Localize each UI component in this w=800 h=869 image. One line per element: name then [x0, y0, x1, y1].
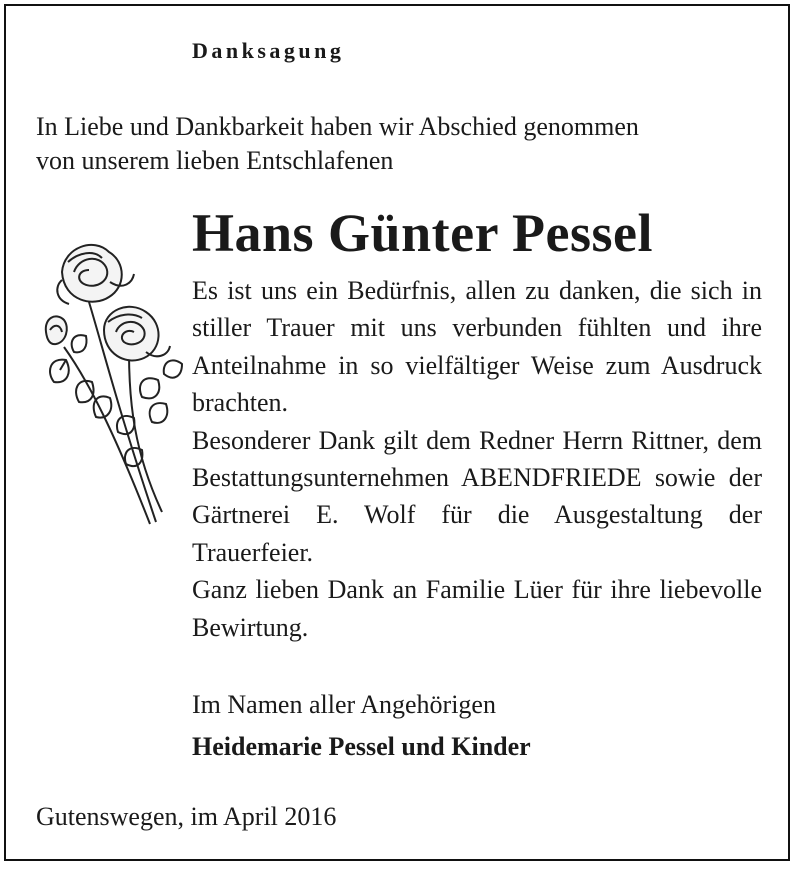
intro-line-1: In Liebe und Dankbarkeit haben wir Abschied genommen: [36, 112, 639, 141]
place-date: Gutenswegen, im April 2016: [36, 802, 337, 831]
paragraph-thanks: Es ist uns ein Bedürfnis, allen zu danken, die sich in stiller Trauer mit uns verbunden fühlten und ihre Anteilnahme in so vielfältiger Weise zum Ausdruck brachten.: [192, 276, 762, 418]
roses-icon: [34, 232, 184, 532]
signature-names: Heidemarie Pessel und Kinder: [192, 732, 531, 761]
obituary-notice: [4, 4, 790, 861]
paragraph-special-thanks: Besonderer Dank gilt dem Redner Herrn Rittner, dem Bestattungsunternehmen ABENDFRIEDE sowie der Gärtnerei E. Wolf für die Ausgestaltung der Trauerfeier.: [192, 425, 762, 567]
intro-line-2: von unserem lieben Entschlafenen: [36, 146, 394, 175]
deceased-name: Hans Günter Pessel: [192, 203, 654, 263]
signature-intro: Im Namen aller Angehörigen: [192, 690, 496, 719]
paragraph-family-thanks: Ganz lieben Dank an Familie Lüer für ihre liebevolle Bewirtung.: [192, 575, 762, 642]
notice-heading: Danksagung: [192, 38, 345, 63]
body-text: [192, 272, 762, 646]
intro-text: [36, 110, 766, 178]
